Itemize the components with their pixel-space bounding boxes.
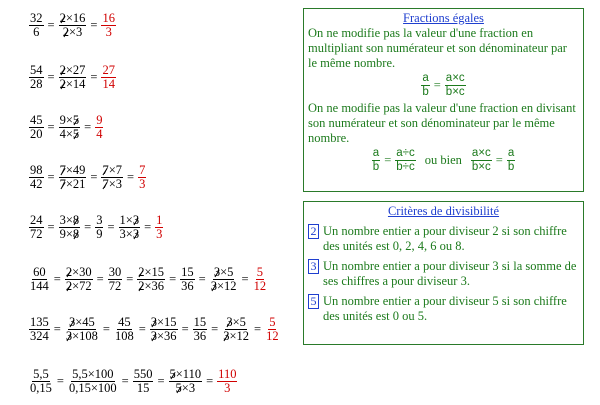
fraction: [108, 266, 123, 293]
cancelled-factor: 3: [213, 265, 221, 279]
numerator: 5,5×100: [72, 367, 114, 381]
fraction: [59, 12, 87, 39]
fraction-line: [28, 164, 147, 191]
or-text: ou bien: [424, 153, 462, 167]
denominator: 0,15×100: [68, 381, 117, 395]
fraction: [65, 316, 99, 343]
denominator: 3: [139, 177, 146, 191]
equals-sign: =: [157, 374, 165, 388]
numerator: 24: [30, 213, 43, 227]
fraction: [119, 214, 141, 241]
factor-text: ×3: [108, 177, 122, 191]
cancelled-factor: 2: [62, 25, 69, 39]
factor-text: ×30: [72, 265, 92, 279]
denominator: [59, 228, 81, 241]
numerator: 54: [30, 63, 43, 77]
criterion-text: Un nombre entier a pour diviseur 2 si son chiffre des unités est 0, 2, 4, 6 ou 8.: [323, 224, 567, 253]
denominator: [119, 228, 141, 241]
numerator: 3: [96, 213, 103, 227]
denominator: 3: [156, 227, 163, 241]
equals-sign: =: [144, 220, 152, 234]
fraction: [193, 316, 208, 343]
factor-text: ×3: [181, 381, 196, 395]
fraction: [150, 316, 178, 343]
denominator: [65, 330, 99, 343]
box-title: Critères de divisibilité: [387, 204, 500, 218]
factor-text: ×108: [72, 329, 98, 343]
criterion-5: [308, 294, 579, 324]
denominator: [150, 330, 178, 343]
fraction: [114, 316, 135, 343]
cancelled-factor: 3: [65, 329, 73, 343]
denominator: 72: [30, 227, 43, 241]
factor-text: ×15: [144, 265, 165, 279]
fraction-line: [28, 316, 281, 343]
fraction: [29, 164, 44, 191]
denominator: [65, 280, 93, 293]
denominator: [175, 382, 197, 395]
criterion-text: Un nombre entier a pour diviseur 5 si son chiffre des unités est 0 ou 5.: [323, 294, 567, 323]
numerator: [225, 316, 247, 330]
equals-sign: =: [90, 70, 98, 84]
equals-sign: =: [53, 322, 61, 336]
numerator: [65, 266, 93, 280]
cancelled-factor: 7: [59, 177, 66, 191]
equals-sign: =: [127, 170, 135, 184]
fraction: [29, 266, 50, 293]
factor-text: ×3: [68, 25, 83, 39]
denominator: [59, 78, 87, 91]
fraction-line: [28, 214, 164, 241]
denominator: 9: [96, 227, 103, 241]
numerator: [101, 164, 123, 178]
equals-sign: =: [56, 374, 64, 388]
cancelled-factor: 3: [132, 213, 140, 227]
fraction: [29, 368, 53, 395]
equals-sign: =: [84, 120, 92, 134]
result-fraction: [95, 114, 103, 141]
numerator: 5,5: [33, 367, 49, 381]
equals-sign: =: [102, 322, 110, 336]
cancelled-factor: 2: [65, 279, 73, 293]
fraction: [59, 114, 81, 141]
fraction: [222, 316, 250, 343]
fraction: [59, 164, 87, 191]
equals-sign: =: [47, 120, 55, 134]
denominator: [59, 128, 81, 141]
result-fraction: [265, 316, 280, 343]
fraction-line: [28, 64, 117, 91]
numerator: 5: [256, 265, 263, 279]
denominator: 36: [193, 329, 207, 343]
fraction-line: [28, 266, 268, 293]
result-fraction: [101, 12, 116, 39]
denominator: 324: [30, 329, 49, 343]
denominator: [137, 280, 165, 293]
numerator: [150, 316, 178, 330]
numerator: 5: [269, 315, 276, 329]
result-fraction: [217, 368, 237, 395]
equals-sign: =: [198, 272, 206, 286]
factor-text: 9×: [59, 227, 73, 241]
cancelled-factor: 7: [102, 177, 109, 191]
numerator: [68, 316, 96, 330]
fraction-line: [28, 114, 104, 141]
cancelled-factor: 5: [175, 381, 182, 395]
cancelled-factor: 3: [150, 329, 157, 343]
denominator: 42: [30, 177, 43, 191]
cancelled-factor: 5: [169, 367, 176, 381]
equals-sign: =: [126, 272, 134, 286]
numerator: 98: [30, 163, 43, 177]
equals-sign: =: [47, 170, 55, 184]
fraction: [101, 164, 123, 191]
criterion-number: 3: [308, 259, 319, 274]
cancelled-factor: 2: [138, 279, 145, 293]
fraction: [29, 114, 44, 141]
numerator: 45: [118, 315, 131, 329]
factor-text: 1×: [119, 213, 133, 227]
fraction: [29, 64, 44, 91]
numerator: 15: [193, 315, 207, 329]
cancelled-factor: 2: [59, 77, 66, 91]
cancelled-factor: 7: [102, 163, 109, 177]
denominator: 4: [96, 127, 103, 141]
denominator: 12: [253, 279, 267, 293]
box-title: Fractions égales: [403, 11, 484, 25]
factor-text: ×72: [72, 279, 92, 293]
equals-sign: =: [90, 18, 98, 32]
factor-text: ×49: [65, 163, 86, 177]
fraction: [95, 214, 103, 241]
criterion-number: 2: [308, 224, 319, 239]
fraction: [29, 316, 50, 343]
numerator: 60: [33, 265, 46, 279]
denominator: 28: [30, 77, 43, 91]
fractions-egales-box: [303, 8, 584, 192]
result-fraction: [138, 164, 146, 191]
criterion-number: 5: [308, 294, 319, 309]
divisibility-criteria-box: [303, 201, 584, 345]
cancelled-factor: 2: [65, 265, 73, 279]
cancelled-factor: 5: [72, 113, 80, 127]
factor-text: ×5: [220, 265, 234, 279]
fraction: [133, 368, 154, 395]
denominator: 0,15: [30, 381, 52, 395]
fraction: [210, 266, 238, 293]
factor-text: ×36: [144, 279, 165, 293]
numerator: 9: [96, 113, 103, 127]
numerator: 27: [102, 63, 115, 77]
numerator: 32: [30, 11, 43, 25]
result-fraction: [101, 64, 116, 91]
fraction: [180, 266, 195, 293]
cancelled-factor: 3: [210, 279, 217, 293]
factor-text: ×14: [65, 77, 86, 91]
rule-text-divide: On ne modifie pas la valeur d'une fraction en divisant son numérateur et son dénominateur par le même nombre.: [308, 101, 576, 145]
cancelled-factor: 8: [72, 213, 80, 227]
denominator: 72: [108, 279, 122, 293]
denominator: [222, 330, 250, 343]
numerator: [59, 114, 81, 128]
cancelled-factor: 3: [132, 227, 140, 241]
equals-sign: =: [206, 374, 214, 388]
result-fraction: [253, 266, 268, 293]
factor-text: ×27: [65, 63, 86, 77]
denominator: 144: [30, 279, 49, 293]
denominator: 108: [114, 329, 134, 343]
fraction-line: [28, 368, 238, 395]
equals-sign: =: [138, 322, 146, 336]
fraction: [65, 266, 93, 293]
equals-sign: =: [47, 220, 55, 234]
equals-sign: =: [90, 170, 98, 184]
numerator: 550: [133, 367, 153, 381]
denominator: [101, 178, 123, 191]
numerator: 30: [108, 265, 122, 279]
equals-sign: =: [241, 272, 249, 286]
cancelled-factor: 2: [138, 265, 145, 279]
numerator: [137, 266, 165, 280]
fraction: [169, 368, 203, 395]
rule-formula-divide: $\frac{a}{b}$ = $\frac{a\div c}{b\div c}$ ou bien $\frac{a\times c}{b\times c}$ = $\frac{a}{b}$: [372, 147, 515, 173]
denominator: [62, 26, 84, 39]
equals-sign: =: [96, 272, 104, 286]
equals-sign: =: [254, 322, 262, 336]
numerator: [169, 368, 203, 382]
denominator: 20: [30, 127, 43, 141]
cancelled-factor: 5: [72, 127, 80, 141]
cancelled-factor: 8: [72, 227, 80, 241]
cancelled-factor: 3: [150, 315, 157, 329]
criterion-text: Un nombre entier a pour diviseur 3 si la somme de ses chiffres a pour diviseur 3.: [323, 259, 577, 288]
fraction-line: [28, 12, 117, 39]
numerator: [59, 64, 87, 78]
equals-sign: =: [107, 220, 115, 234]
criterion-3: [308, 259, 579, 289]
denominator: [59, 178, 87, 191]
fraction: [68, 368, 118, 395]
numerator: 7: [139, 163, 146, 177]
result-fraction: [155, 214, 163, 241]
factor-text: ×12: [216, 279, 237, 293]
equals-sign: =: [53, 272, 61, 286]
equals-sign: =: [84, 220, 92, 234]
numerator: [119, 214, 141, 228]
numerator: [59, 12, 87, 26]
fraction: [29, 214, 44, 241]
numerator: 1: [156, 213, 163, 227]
denominator: [210, 280, 238, 293]
equals-sign: =: [47, 70, 55, 84]
numerator: [213, 266, 235, 280]
equals-sign: =: [121, 374, 129, 388]
factor-text: 4×: [59, 127, 73, 141]
denominator: 14: [102, 77, 115, 91]
factor-text: ×7: [108, 163, 122, 177]
factor-text: 3×: [119, 227, 133, 241]
cancelled-factor: 3: [226, 315, 233, 329]
criterion-2: [308, 224, 579, 254]
denominator: 6: [33, 25, 40, 39]
denominator: 12: [266, 329, 279, 343]
factor-text: ×5: [232, 315, 246, 329]
numerator: [59, 214, 81, 228]
equals-sign: =: [181, 322, 189, 336]
cancelled-factor: 3: [223, 329, 230, 343]
denominator: 3: [224, 381, 231, 395]
fraction: [29, 12, 44, 39]
equals-sign: =: [211, 322, 219, 336]
equals-sign: =: [169, 272, 177, 286]
rule-text-multiply: On ne modifie pas la valeur d'une fraction en multipliant son numérateur et son dénominateur par le même nombre.: [308, 26, 567, 70]
denominator: 15: [136, 381, 150, 395]
fraction: [59, 64, 87, 91]
cancelled-factor: 7: [59, 163, 66, 177]
numerator: [59, 164, 87, 178]
cancelled-factor: 2: [59, 11, 66, 25]
factor-text: ×36: [157, 329, 177, 343]
numerator: 110: [218, 367, 237, 381]
factor-text: ×45: [75, 315, 95, 329]
factor-text: ×16: [65, 11, 86, 25]
factor-text: 9×: [59, 113, 73, 127]
cancelled-factor: 2: [59, 63, 66, 77]
denominator: 36: [181, 279, 194, 293]
numerator: 16: [102, 11, 115, 25]
equals-sign: =: [47, 18, 55, 32]
factor-text: ×15: [157, 315, 177, 329]
denominator: 3: [105, 25, 112, 39]
fraction: [137, 266, 165, 293]
factor-text: 3×: [59, 213, 73, 227]
cancelled-factor: 3: [68, 315, 76, 329]
numerator: 15: [181, 265, 194, 279]
factor-text: ×12: [229, 329, 249, 343]
rule-formula-multiply: $\frac{a}{b}$ = $\frac{a\times c}{b\times c}$: [422, 72, 465, 98]
factor-text: ×21: [65, 177, 86, 191]
numerator: 45: [30, 113, 43, 127]
fraction: [59, 214, 81, 241]
numerator: 135: [30, 315, 49, 329]
factor-text: ×110: [175, 367, 202, 381]
